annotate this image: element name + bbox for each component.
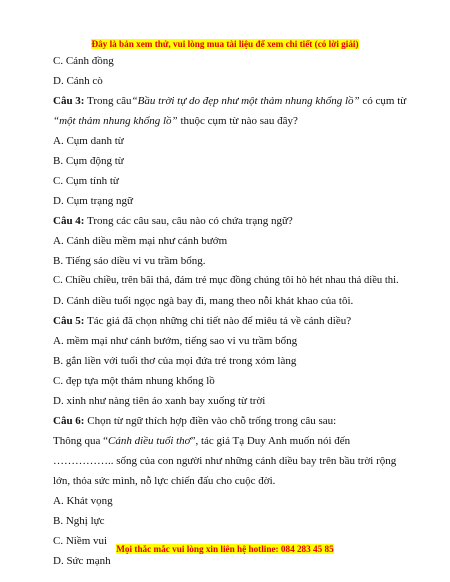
hotline-banner-text: Mọi thắc mắc vui lòng xin liên hệ hotline: 084 283 45 85 — [116, 544, 334, 554]
question-6-label: Câu 6: — [53, 415, 85, 427]
preview-banner-text: Đây là bản xem thử, vui lòng mua tài liệu để xem chi tiết (có lời giải) — [91, 39, 359, 49]
hotline-banner — [0, 544, 450, 555]
question-6-body — [53, 431, 408, 491]
option-q5-d: D. xinh như nàng tiên áo xanh bay xuống từ trời — [53, 395, 266, 407]
option-q6-d: D. Sức mạnh — [53, 555, 111, 567]
option-q2-d: D. Cánh cò — [53, 75, 103, 87]
question-6-text: Chọn từ ngữ thích hợp điền vào chỗ trống trong câu sau: — [84, 415, 337, 427]
option-q4-d: D. Cánh diều tuổi ngọc ngà bay đi, mang theo nỗi khát khao của tôi. — [53, 295, 354, 307]
question-3-phrase: “một thảm nhung khổng lồ” — [53, 115, 178, 127]
option-q6-a: A. Khát vọng — [53, 495, 113, 507]
question-3-post: thuộc cụm từ nào sau đây? — [177, 115, 298, 127]
question-5-text: Tác giả đã chọn những chi tiết nào để miêu tả về cánh diều? — [84, 315, 352, 327]
option-q6-b: B. Nghị lực — [53, 515, 105, 527]
document-body — [53, 51, 408, 571]
option-q3-a: A. Cụm danh từ — [53, 135, 124, 147]
option-q5-b: B. gắn liền với tuổi thơ của mọi đứa trẻ trong xóm làng — [53, 355, 297, 367]
option-q3-c: C. Cụm tính từ — [53, 175, 119, 187]
question-3 — [53, 91, 408, 131]
question-3-quote: “Bầu trời tự do đẹp như một thảm nhung khổng lồ” — [131, 95, 360, 107]
question-4-label: Câu 4: — [53, 215, 85, 227]
option-q3-d: D. Cụm trạng ngữ — [53, 195, 133, 207]
option-q3-b: B. Cụm động từ — [53, 155, 124, 167]
option-q4-c: C. Chiều chiều, trên bãi thả, đám trẻ mục đồng chúng tôi hò hét nhau thả diều thi. — [53, 275, 399, 286]
question-5 — [53, 311, 408, 331]
option-q5-a: A. mềm mại như cánh bướm, tiếng sao vi vu trầm bổng — [53, 335, 298, 347]
option-q4-a: A. Cánh diều mềm mại như cánh bướm — [53, 235, 228, 247]
option-q2-c: C. Cánh đồng — [53, 55, 114, 67]
question-6 — [53, 411, 408, 431]
option-q5-c: C. đẹp tựa một thảm nhung khổng lồ — [53, 375, 215, 387]
question-6-body-pre: Thông qua “ — [53, 435, 108, 447]
option-q6-c: C. Niềm vui — [53, 535, 108, 547]
question-3-pre: Trong câu — [84, 95, 132, 107]
option-q4-b: B. Tiếng sáo diều vi vu trầm bổng. — [53, 255, 206, 267]
question-4-text: Trong các câu sau, câu nào có chứa trạng ngữ? — [84, 215, 293, 227]
question-5-label: Câu 5: — [53, 315, 85, 327]
preview-banner — [0, 39, 450, 50]
question-3-mid: có cụm từ — [359, 95, 407, 107]
question-6-body-post: ”, tác giả Tạ Duy Anh muốn nói đến …………….. sống của con người như những cánh diều bay trên bầu trời rộng lớn, thỏa sức mình, nỗ lực chiến đấu cho cuộc đời. — [53, 435, 397, 487]
question-3-label: Câu 3: — [53, 95, 85, 107]
question-6-body-title: Cánh diều tuổi thơ — [107, 435, 191, 447]
question-4 — [53, 211, 408, 231]
